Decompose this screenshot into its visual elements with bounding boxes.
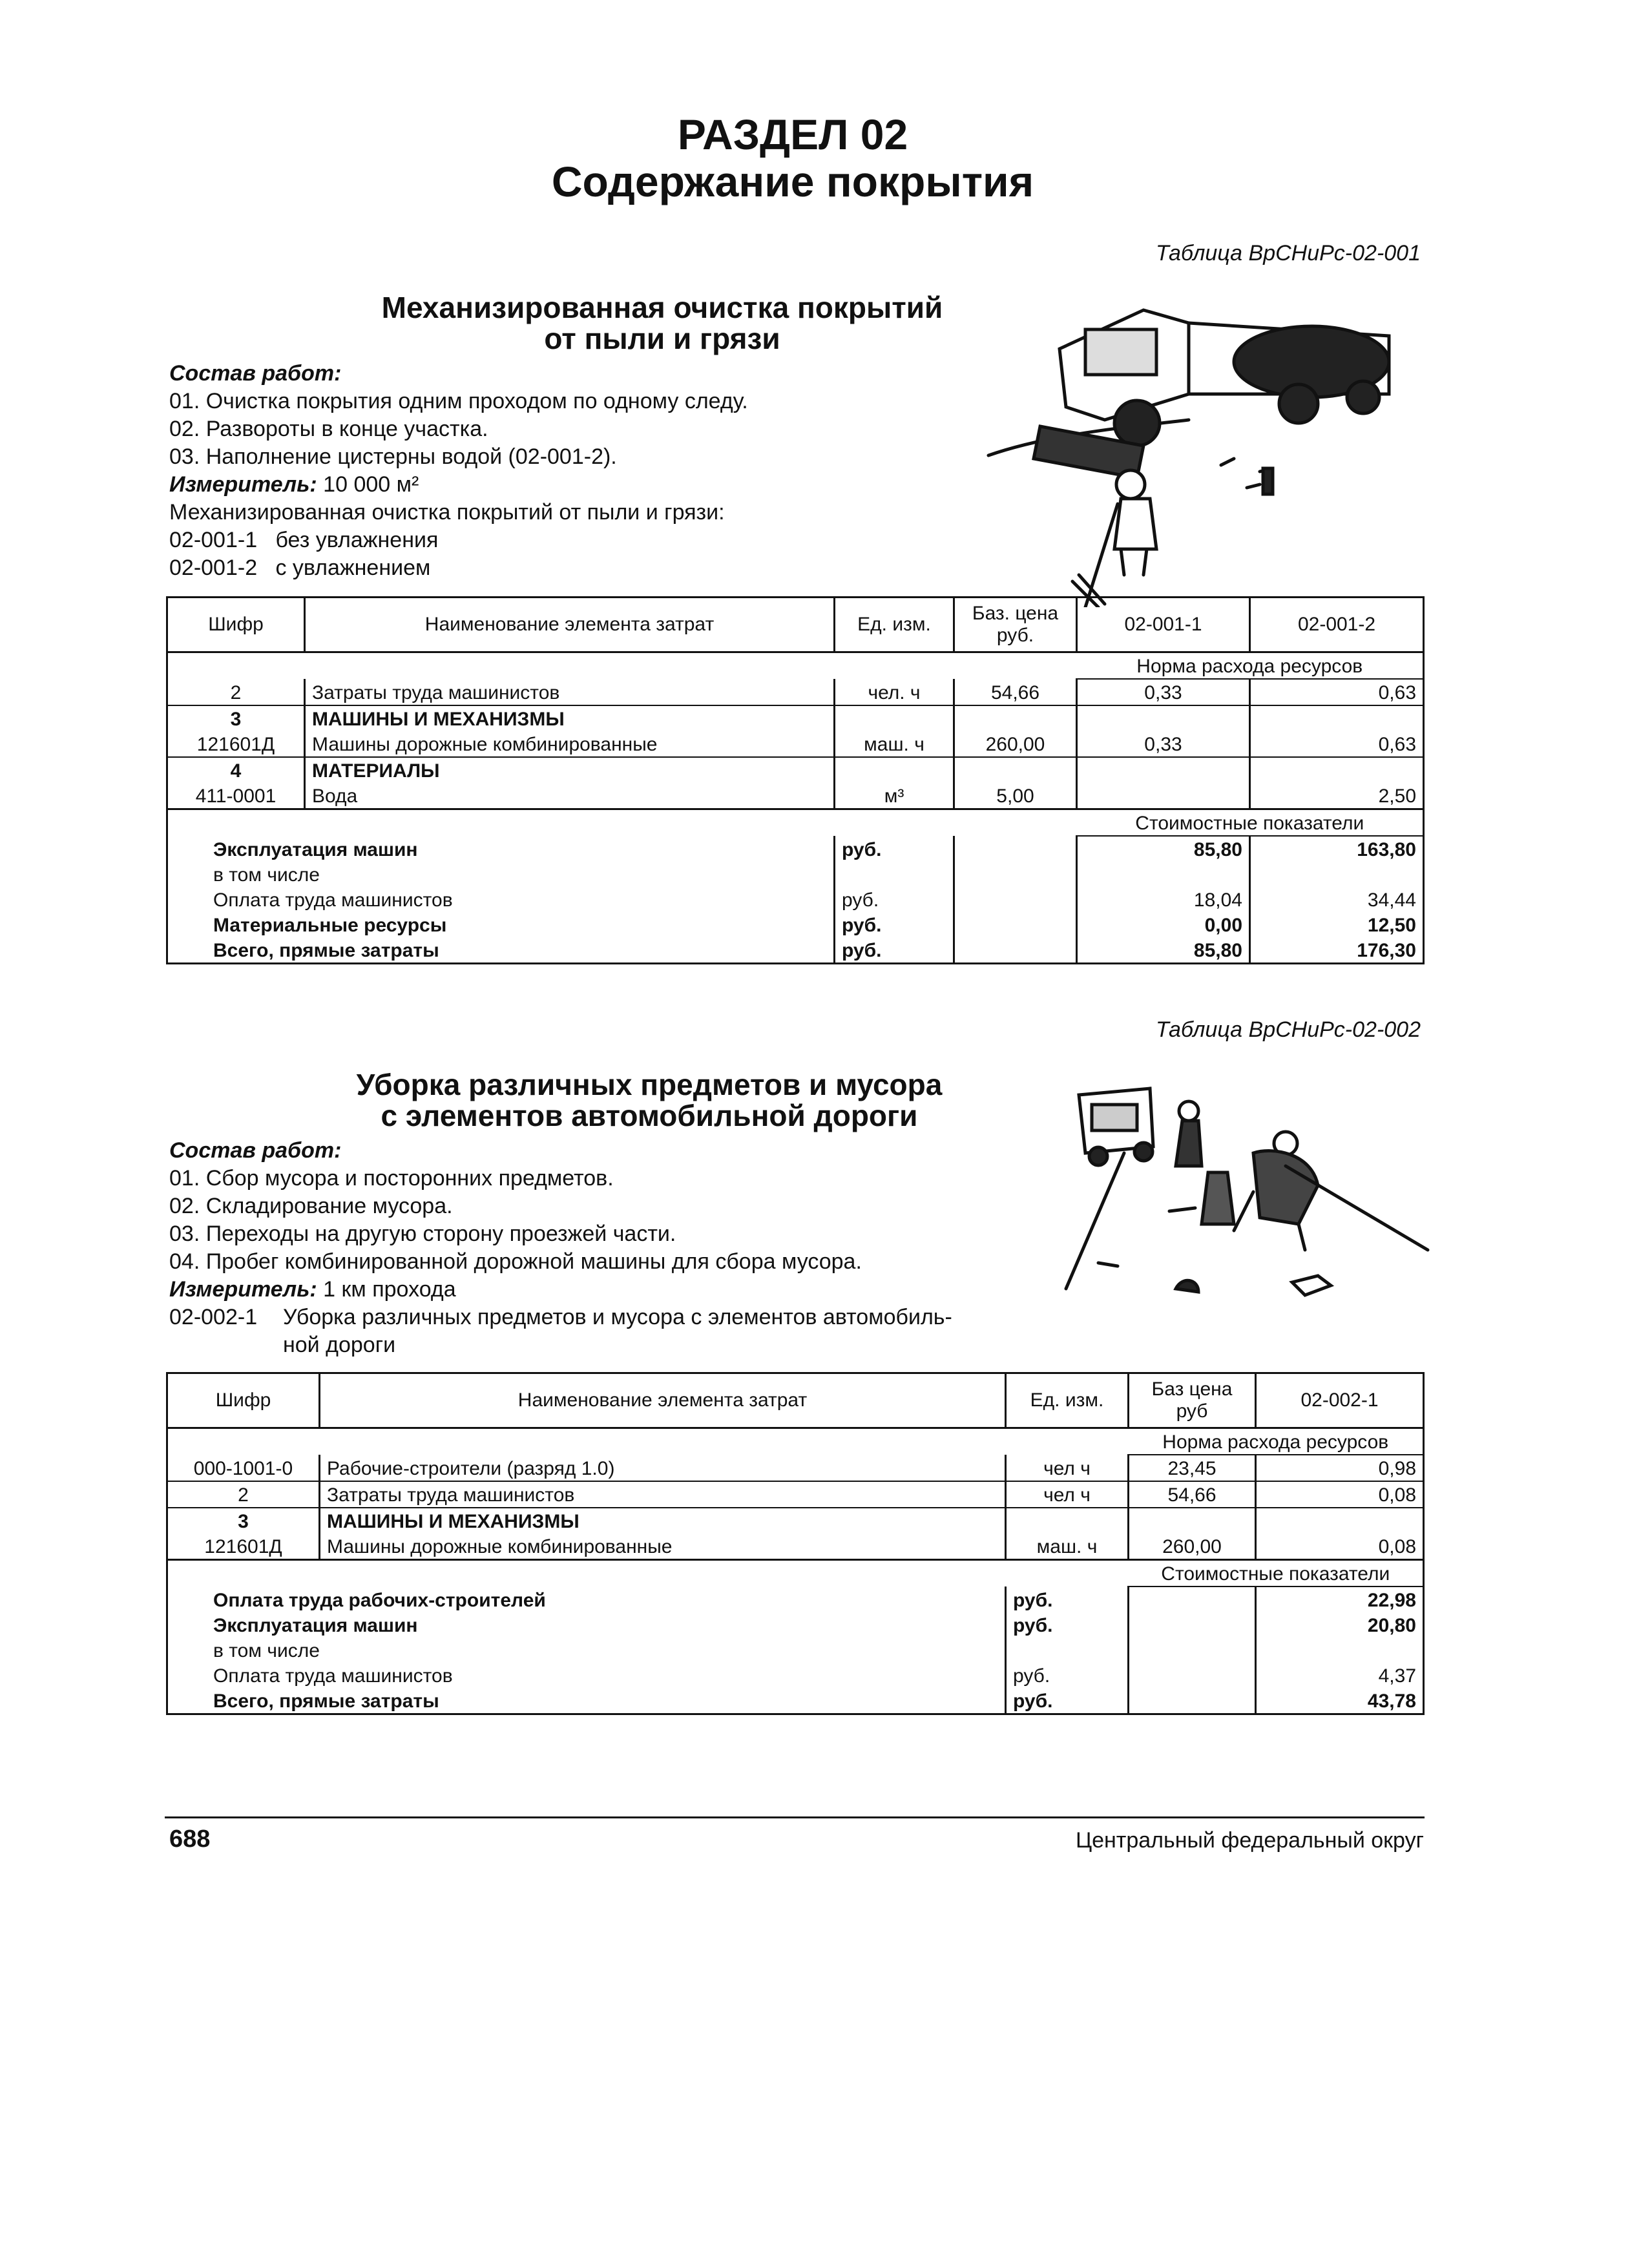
column-header: Шифр [167,1373,320,1428]
table-cell: Оплата труда машинистов [167,1663,1006,1688]
table-cell: Машины дорожные комбинированные [305,731,835,757]
page-number: 688 [169,1826,211,1853]
description: Механизированная очистка покрытий от пыли и грязи: [169,500,725,525]
table-cell: 85,80 [1077,836,1250,862]
cost-row [167,1587,1424,1612]
table-cell [1129,1663,1256,1688]
table-cell: 000-1001-0 [167,1455,320,1481]
work-composition [169,360,748,582]
variant: 02-001-1 без увлажнения [169,528,439,552]
measure-value: 10 000 м² [317,472,419,497]
table-cell [835,757,954,783]
column-header: Ед. изм. [1006,1373,1129,1428]
table-cell: МАТЕРИАЛЫ [305,757,835,783]
table-cell: руб. [835,836,954,862]
table-cell: маш. ч [1006,1534,1129,1560]
cost-label: Стоимостные показатели [1129,1560,1424,1587]
composition-label: Состав работ: [169,361,342,386]
work-item: 01. Сбор мусора и посторонних предметов. [169,1166,614,1191]
cost-row [167,1663,1424,1688]
table-cell: 54,66 [954,679,1077,705]
sweeper-machine-illustration [976,271,1428,607]
table-cell: 20,80 [1256,1612,1424,1638]
table-cell [1250,757,1424,783]
table-cell: Всего, прямые затраты [167,937,835,964]
table-title-line: с элементов автомобильной дороги [381,1099,918,1132]
table-cell: 0,00 [1077,912,1250,937]
table-cell [167,1560,1129,1587]
table-cell: руб. [1006,1587,1129,1612]
table-cell: руб. [1006,1663,1129,1688]
table-cell: 3 [167,1508,320,1534]
column-header: Баз цена руб [1129,1373,1256,1428]
table-cell [1129,1508,1256,1534]
table-cell: руб. [1006,1612,1129,1638]
table-cell: 18,04 [1077,887,1250,912]
table-cell: Оплата труда рабочих-строителей [167,1587,1006,1612]
table-caption: Таблица ВрСНиРс-02-001 [1155,241,1421,265]
table-cell [1256,1638,1424,1663]
table-cell: 260,00 [1129,1534,1256,1560]
cost-row [167,937,1424,964]
table-cell: 2 [167,1481,320,1508]
variant-code: 02-002-1 [169,1305,258,1329]
table-cell [167,809,1077,837]
table-cell: руб. [835,887,954,912]
table-row [167,1481,1424,1508]
table-title-line: Уборка различных предметов и мусора [356,1068,943,1101]
table-cell: 2 [167,679,305,705]
table-cell: 4 [167,757,305,783]
table-cell: 260,00 [954,731,1077,757]
footer-rule [165,1816,1425,1818]
table-cell: 0,63 [1250,731,1424,757]
work-item: 01. Очистка покрытия одним проходом по одному следу. [169,389,748,413]
cost-row [167,1688,1424,1714]
table-cell: МАШИНЫ И МЕХАНИЗМЫ [305,705,835,731]
table-cell: МАШИНЫ И МЕХАНИЗМЫ [320,1508,1006,1534]
cost-label: Стоимостные показатели [1077,809,1424,837]
table-cell: 121601Д [167,1534,320,1560]
table-cell: руб. [835,937,954,964]
table-cell [1077,862,1250,887]
measure-value: 1 км прохода [317,1277,456,1302]
subheader-row [167,809,1424,837]
table-title-line: от пыли и грязи [544,322,780,355]
table-cell [954,887,1077,912]
table-cell [954,836,1077,862]
table-cell: Оплата труда машинистов [167,887,835,912]
table-cell: м³ [835,783,954,809]
work-item: 03. Переходы на другую сторону проезжей части. [169,1222,676,1246]
table-cell [1250,705,1424,731]
section-title: Содержание покрытия [551,158,1034,205]
table-cell: руб. [1006,1688,1129,1714]
table-cell: 0,33 [1077,679,1250,705]
cost-table [166,1372,1425,1715]
table-cell: Рабочие-строители (разряд 1.0) [320,1455,1006,1481]
cost-row [167,1612,1424,1638]
work-item: 03. Наполнение цистерны водой (02-001-2). [169,444,617,469]
table-cell: 0,08 [1256,1481,1424,1508]
cost-row [167,887,1424,912]
table-cell: 0,33 [1077,731,1250,757]
column-header: Ед. изм. [835,598,954,652]
table-cell [1129,1587,1256,1612]
work-item: 02. Развороты в конце участка. [169,417,488,441]
table-cell: 121601Д [167,731,305,757]
table-cell [1256,1508,1424,1534]
table-row [167,731,1424,757]
table-cell [835,862,954,887]
table-title [181,1069,1118,1131]
column-header: 02-001-1 [1077,598,1250,652]
table-cell: 34,44 [1250,887,1424,912]
table-cell: 3 [167,705,305,731]
variant: 02-001-2 с увлажнением [169,556,431,580]
measure [169,471,748,499]
table-cell: 54,66 [1129,1481,1256,1508]
variant-text: Уборка различных предметов и мусора с элементов автомобиль- [283,1305,952,1329]
table-row [167,1534,1424,1560]
table-row [167,783,1424,809]
table-cell: 163,80 [1250,836,1424,862]
table-cell: чел. ч [835,679,954,705]
table-row [167,1508,1424,1534]
table-cell: 85,80 [1077,937,1250,964]
table-cell [954,705,1077,731]
section-number: РАЗДЕЛ 02 [677,110,908,158]
table-cell: руб. [835,912,954,937]
column-header: Шифр [167,598,305,652]
variant-text-cont: ной дороги [283,1333,396,1357]
table-cell [954,912,1077,937]
table-cell: маш. ч [835,731,954,757]
table-cell: Эксплуатация машин [167,1612,1006,1638]
measure-label: Измеритель: [169,472,317,497]
table-cell [1077,757,1250,783]
table-caption: Таблица ВрСНиРс-02-002 [1155,1017,1421,1042]
table-cell [835,705,954,731]
table-cell: 0,98 [1256,1455,1424,1481]
table-cell: 23,45 [1129,1455,1256,1481]
table-cell: 12,50 [1250,912,1424,937]
table-cell [954,757,1077,783]
measure [169,1276,862,1304]
cost-row [167,862,1424,887]
cost-table [166,596,1425,964]
table-cell: Затраты труда машинистов [320,1481,1006,1508]
table-cell: чел ч [1006,1455,1129,1481]
composition-label: Состав работ: [169,1138,342,1163]
table-cell: 2,50 [1250,783,1424,809]
table-cell: 411-0001 [167,783,305,809]
norm-label: Норма расхода ресурсов [1129,1428,1424,1455]
table-cell [954,862,1077,887]
table-cell: Всего, прямые затраты [167,1688,1006,1714]
table-cell [1077,705,1250,731]
subheader-row [167,652,1424,680]
table-cell: 22,98 [1256,1587,1424,1612]
table-cell: 43,78 [1256,1688,1424,1714]
table-cell [167,1428,1129,1455]
table-cell: 4,37 [1256,1663,1424,1688]
table-cell: в том числе [167,1638,1006,1663]
table-cell: в том числе [167,862,835,887]
table-title-line: Механизированная очистка покрытий [381,291,943,324]
table-cell: 0,63 [1250,679,1424,705]
table-cell: Затраты труда машинистов [305,679,835,705]
column-header: Наименование элемента затрат [320,1373,1006,1428]
work-composition [169,1137,952,1359]
table-row [167,1455,1424,1481]
cost-row [167,836,1424,862]
variant [169,1304,952,1331]
work-item: 02. Складирование мусора. [169,1194,453,1218]
column-header: 02-001-2 [1250,598,1424,652]
measure-label: Измеритель: [169,1277,317,1302]
table-cell [1006,1638,1129,1663]
cost-row [167,912,1424,937]
table-cell: Эксплуатация машин [167,836,835,862]
subheader-row [167,1560,1424,1587]
work-item: 04. Пробег комбинированной дорожной машины для сбора мусора. [169,1249,862,1274]
table-cell [954,937,1077,964]
table-cell [1250,862,1424,887]
table-cell: чел ч [1006,1481,1129,1508]
norm-label: Норма расхода ресурсов [1077,652,1424,680]
subheader-row [167,1428,1424,1455]
table-cell: 0,08 [1256,1534,1424,1560]
table-row [167,757,1424,783]
table-row [167,679,1424,705]
column-header: 02-002-1 [1256,1373,1424,1428]
table-cell [167,652,1077,680]
table-cell: 176,30 [1250,937,1424,964]
table-cell [1077,783,1250,809]
table-row [167,705,1424,731]
table-cell: 5,00 [954,783,1077,809]
litter-collection-illustration [1040,1076,1434,1347]
table-cell: Материальные ресурсы [167,912,835,937]
column-header: Наименование элемента затрат [305,598,835,652]
cost-row [167,1638,1424,1663]
table-cell [1129,1638,1256,1663]
table-cell [1129,1612,1256,1638]
column-header: Баз. цена руб. [954,598,1077,652]
table-cell [1129,1688,1256,1714]
table-cell: Машины дорожные комбинированные [320,1534,1006,1560]
table-cell [1006,1508,1129,1534]
footer-region: Центральный федеральный округ [1075,1828,1424,1853]
table-cell: Вода [305,783,835,809]
